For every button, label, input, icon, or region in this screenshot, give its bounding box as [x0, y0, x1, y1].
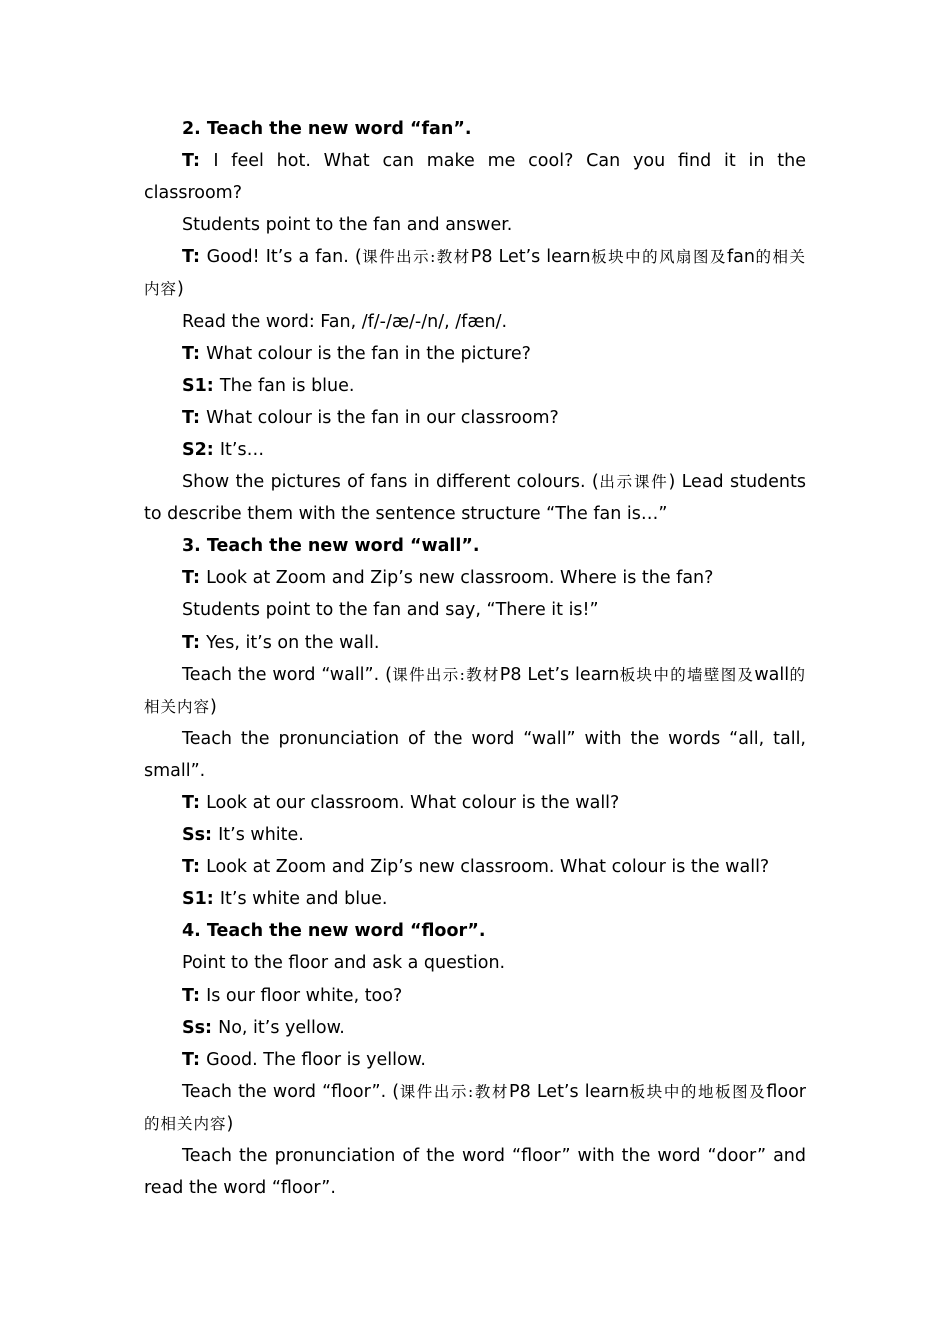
section-heading: 2. Teach the new word “fan”.: [182, 119, 472, 139]
speaker: Ss :: [182, 825, 218, 845]
speaker: S1 :: [182, 889, 220, 909]
speaker: T :: [182, 568, 206, 588]
line-text: P8 Let’s learn: [499, 664, 620, 685]
line-text: P8 Let’s learn: [470, 247, 591, 268]
line-text: Show the pictures of fans in different colours. (: [182, 472, 599, 493]
speaker: T :: [182, 408, 206, 428]
dialog-line: [144, 627, 806, 659]
speaker: T :: [182, 344, 206, 364]
section-heading: 4. Teach the new word “floor”.: [182, 921, 486, 942]
chinese-note: 课件出示:教材: [399, 1082, 510, 1101]
section-heading: 3. Teach the new word “wall”.: [182, 536, 480, 557]
text-line: Teach the pronunciation of the word “floor” with the word “door” and read the word “floor”.: [144, 1146, 806, 1199]
speaker: T :: [182, 247, 207, 267]
line-text: Is our floor white, too?: [206, 985, 403, 1006]
line-text: What colour is the fan in our classroom?: [206, 407, 559, 428]
line-text: It’s white and blue.: [219, 889, 388, 910]
speaker: S2 :: [182, 440, 220, 460]
line-text: Teach the word “floor”. (: [182, 1081, 400, 1102]
chinese-note: 的相关内容: [144, 665, 806, 716]
line-text: ): [226, 1113, 234, 1134]
line-text: Yes, it’s on the wall.: [206, 632, 380, 653]
line-text: I feel hot. What can make me cool? Can you find it in the classroom?: [144, 151, 807, 204]
speaker: Ss :: [182, 1018, 218, 1038]
chinese-note: 板块中的地板图及: [629, 1082, 767, 1101]
speaker: T :: [182, 857, 206, 877]
chinese-note: 的相关内容: [144, 248, 806, 299]
line-text: Good. The floor is yellow.: [206, 1049, 426, 1070]
chinese-note: 课件出示:教材: [391, 665, 500, 684]
chinese-note: 板块中的墙壁图及: [619, 665, 755, 684]
line-text: Teach the word “wall”. (: [182, 664, 392, 685]
dialog-line: [144, 434, 806, 466]
line-text: Look at our classroom. What colour is the wall?: [206, 792, 620, 813]
line-text: No, it’s yellow.: [218, 1017, 345, 1038]
line-text: floor: [766, 1081, 806, 1102]
speaker: T :: [182, 633, 206, 653]
dialog-line: [144, 562, 806, 594]
text-line: [144, 1076, 806, 1140]
text-line: Students point to the fan and say, “There it is!”: [182, 600, 599, 621]
dialog-line: [144, 338, 806, 370]
line-text: What colour is the fan in the picture?: [206, 343, 531, 364]
dialog-line: [144, 241, 806, 305]
chinese-note: 出示课件: [598, 473, 669, 492]
dialog-line: [144, 370, 806, 402]
line-text: Look at Zoom and Zip’s new classroom. What colour is the wall?: [206, 857, 770, 878]
dialog-line: [144, 402, 806, 434]
speaker: S1 :: [182, 376, 220, 396]
chinese-note: 课件出示:教材: [361, 248, 471, 267]
document-body: [144, 113, 806, 1204]
line-text: P8 Let’s learn: [509, 1081, 630, 1102]
text-line: Point to the floor and ask a question.: [182, 953, 506, 974]
chinese-note: 板块中的风扇图及: [590, 248, 728, 267]
line-text: ): [177, 279, 184, 300]
line-text: wall: [754, 664, 790, 685]
dialog-line: [144, 819, 806, 851]
speaker: T :: [182, 986, 206, 1006]
dialog-line: [144, 145, 806, 209]
line-text: Good! It’s a fan. (: [206, 247, 362, 268]
dialog-line: [144, 1044, 806, 1076]
line-text: It’s white.: [218, 825, 304, 846]
dialog-line: [144, 787, 806, 819]
text-line: Teach the pronunciation of the word “wall” with the words “all, tall, small”.: [144, 728, 806, 781]
text-line: [144, 659, 806, 723]
text-line: Students point to the fan and answer.: [182, 215, 513, 236]
speaker: T :: [182, 793, 206, 813]
text-line: Read the word: Fan, /f/-/æ/-/n/, /fæn/.: [182, 311, 508, 332]
speaker: T :: [182, 1050, 206, 1070]
dialog-line: [144, 851, 806, 883]
line-text: fan: [727, 247, 755, 268]
line-text: The fan is blue.: [219, 375, 355, 396]
dialog-line: [144, 883, 806, 915]
line-text: ): [210, 696, 217, 717]
line-text: ) Lead students to describe them with the sentence structure “The fan is…”: [144, 472, 806, 525]
line-text: It’s…: [219, 439, 265, 460]
chinese-note: 的相关内容: [144, 1114, 227, 1133]
speaker: T :: [182, 151, 213, 171]
dialog-line: [144, 980, 806, 1012]
line-text: Look at Zoom and Zip’s new classroom. Where is the fan?: [206, 568, 714, 589]
dialog-line: [144, 1012, 806, 1044]
text-line: [144, 466, 806, 530]
